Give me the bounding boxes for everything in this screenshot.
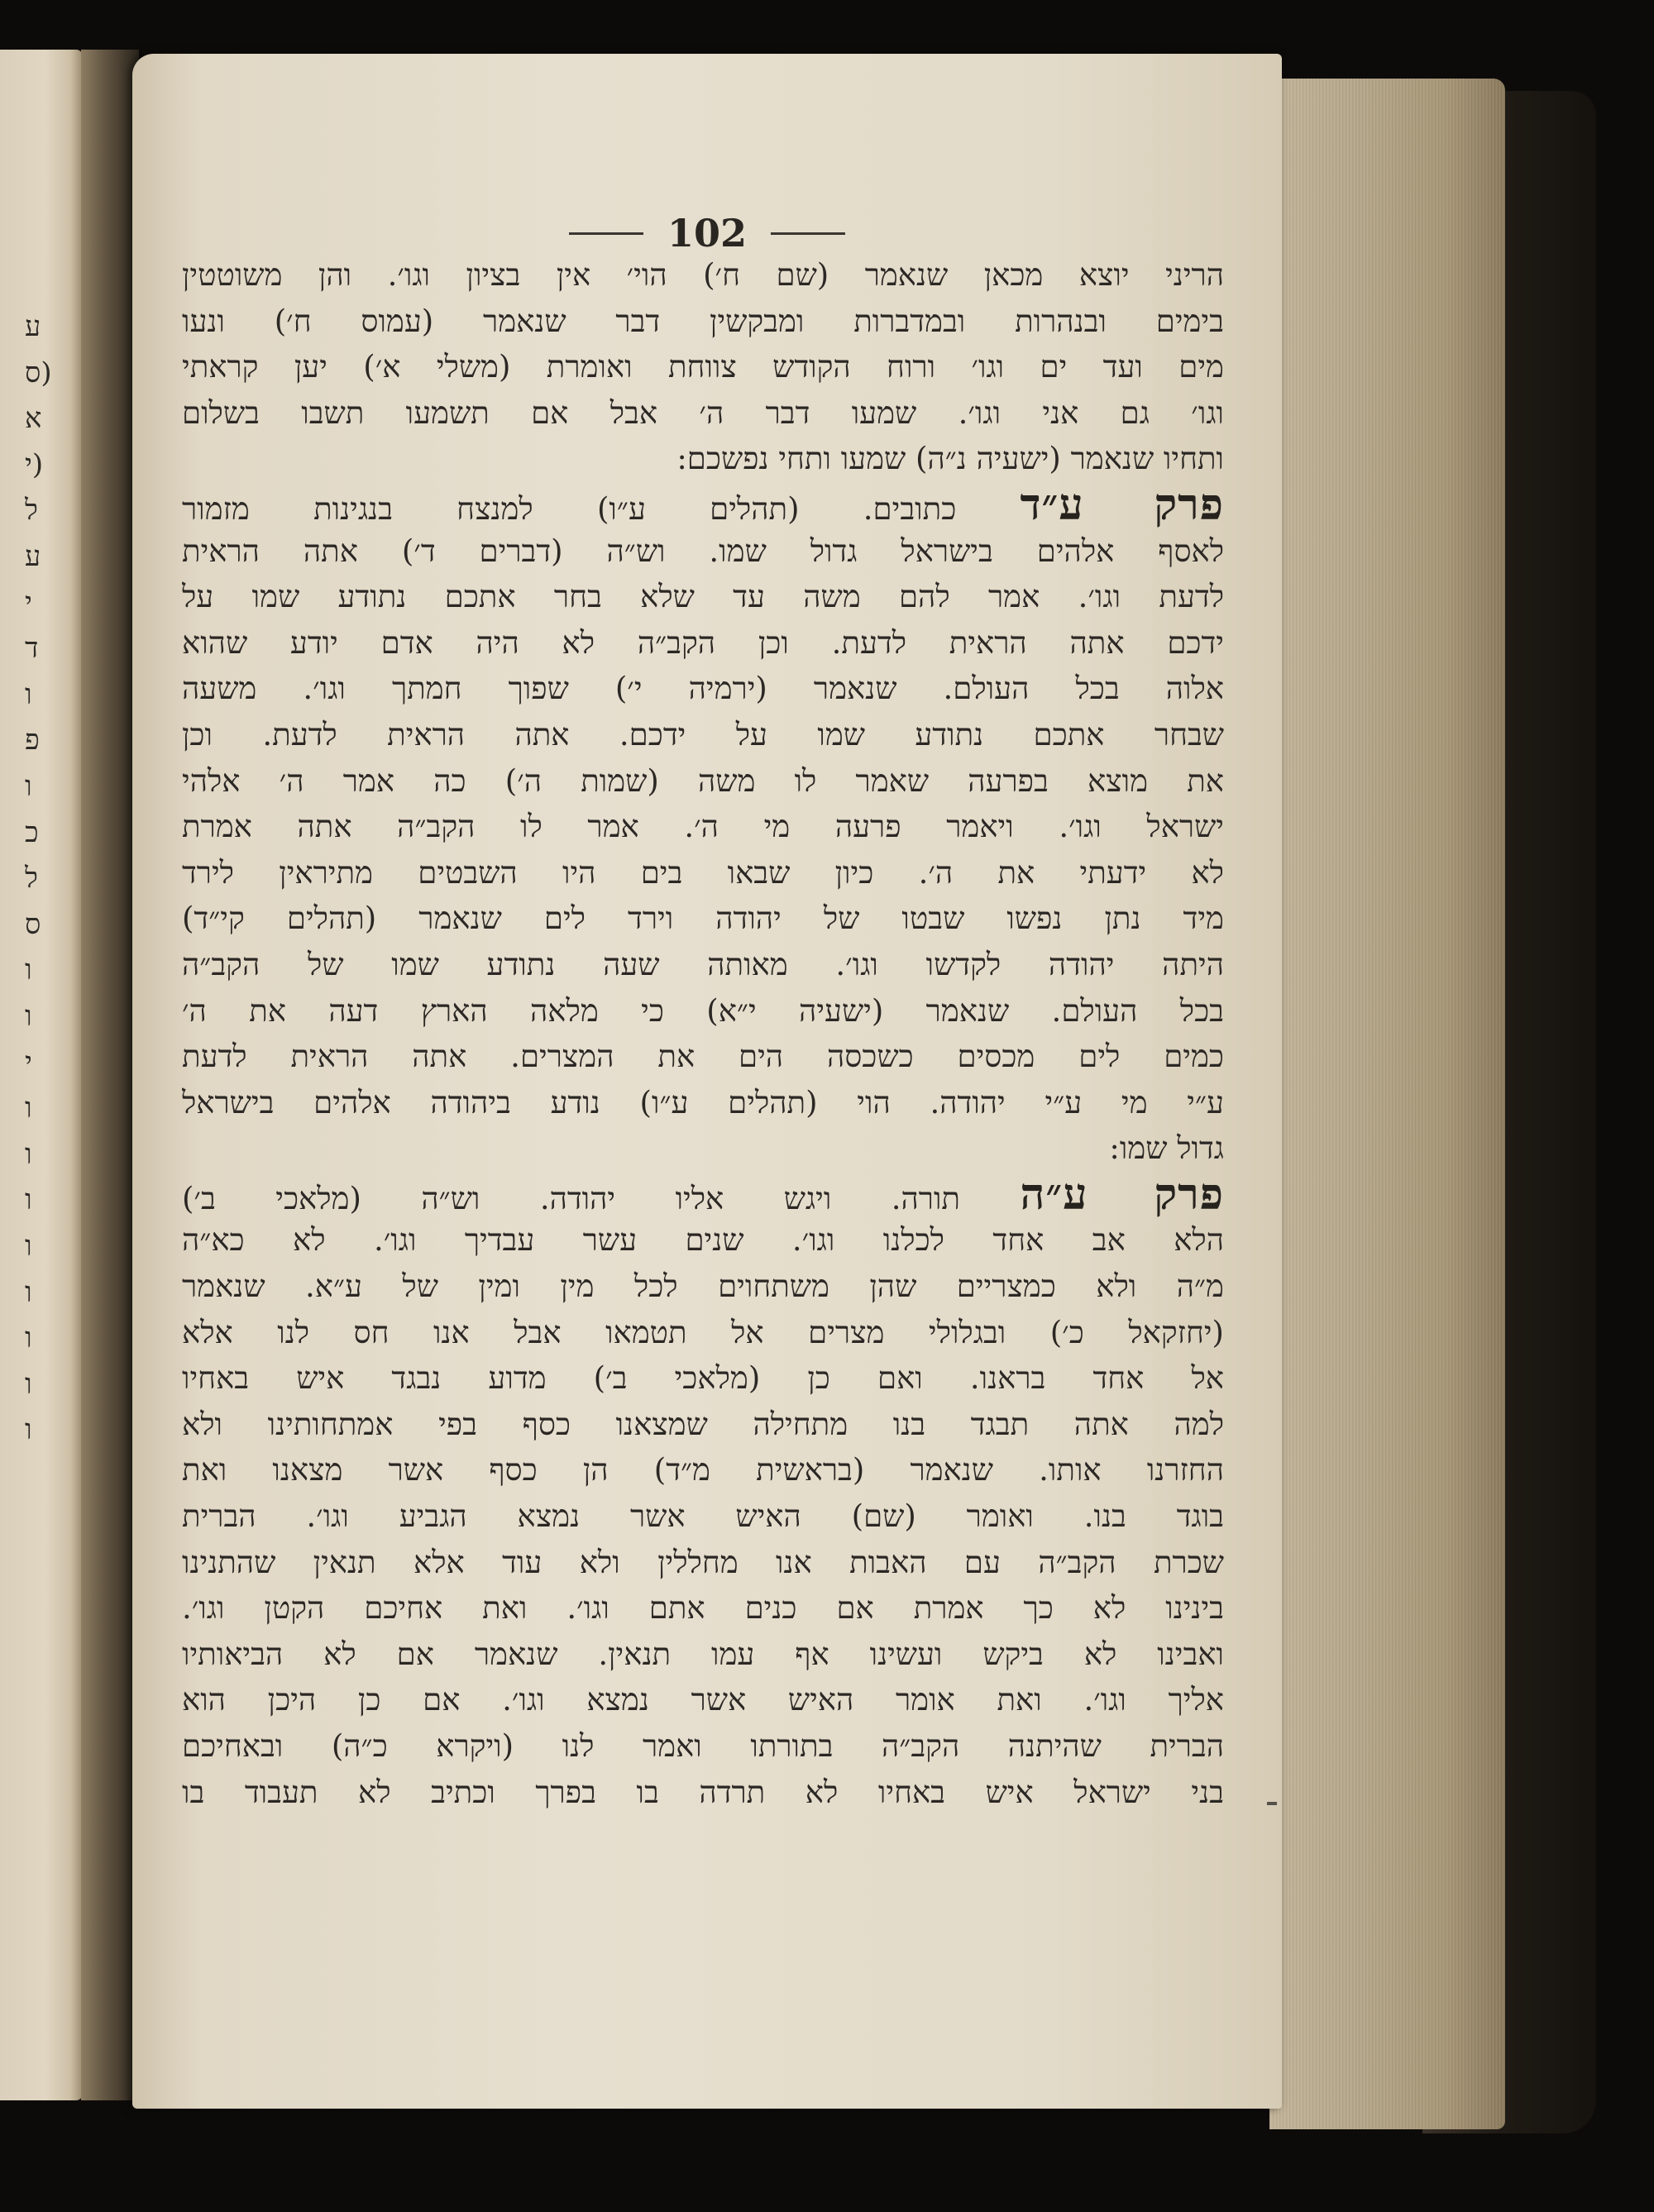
text-line xyxy=(182,804,1224,850)
text-line xyxy=(182,1080,1224,1126)
text-line xyxy=(182,1402,1224,1448)
margin-mark xyxy=(1267,1802,1277,1805)
line-text: מ״ה ולא כמצריים שהן משתחוים לכל מין ומין של ע״א. שנאמר xyxy=(182,1268,1224,1305)
line-text: בינינו לא כך אמרת אם כנים אתם וגו׳. ואת אחיכם הקטן וגו׳. xyxy=(182,1590,1224,1627)
text-line xyxy=(182,988,1224,1034)
header-rule-left xyxy=(569,232,643,235)
text-line xyxy=(182,1264,1224,1310)
line-text: לא ידעתי את ה׳. כיון שבאו בים היו השבטים מתיראין לירד xyxy=(182,854,1224,891)
left-page-glyph: א xyxy=(25,402,42,436)
text-line xyxy=(182,1355,1224,1402)
chapter-heading: פרק ע״ד xyxy=(1020,481,1224,528)
left-page-glyph: ד xyxy=(25,632,39,666)
left-page-glyph: ו xyxy=(25,1000,32,1033)
chapter-heading: פרק ע״ה xyxy=(1020,1171,1224,1218)
text-line xyxy=(182,1770,1224,1816)
line-text: ע״י מי ע״י יהודה. הוי (תהלים ע״ו) נודע ביהודה אלהים בישראל xyxy=(182,1084,1224,1120)
text-line xyxy=(182,712,1224,758)
page-header xyxy=(132,211,1282,256)
line-text: כמים לים מכסים כשכסה הים את המצרים. אתה הראית לדעת xyxy=(182,1039,1224,1075)
line-text: גדול שמו: xyxy=(1109,1130,1224,1167)
text-line xyxy=(182,1493,1224,1540)
text-line xyxy=(182,528,1224,575)
line-text: החזרנו אותו. שנאמר (בראשית מ״ד) הן כסף אשר מצאנו ואת xyxy=(182,1452,1224,1488)
line-text: בכל העולם. שנאמר (ישעיה י״א) כי מלאה הארץ דעה את ה׳ xyxy=(182,992,1224,1029)
line-text: היתה יהודה לקדשו וגו׳. מאותה שעה נתודע שמו של הקב״ה xyxy=(182,946,1224,982)
left-page-glyph: ע xyxy=(25,310,41,343)
text-line xyxy=(182,252,1224,299)
text-line xyxy=(182,850,1224,896)
line-text: שכרת הקב״ה עם האבות אנו מחללין ולא עוד אלא תנאין שהתנינו xyxy=(182,1544,1224,1580)
text-line xyxy=(182,1447,1224,1493)
line-text: הריני יוצא מכאן שנאמר (שם ח׳) הוי׳ אין בציון וגו׳. והן משוטטין xyxy=(182,257,1224,293)
line-text: הברית שהיתנה הקב״ה בתורתו ואמר לנו (ויקרא כ״ה) ובאחיכם xyxy=(182,1728,1224,1764)
line-text: אל אחד בראנו. ואם כן (מלאכי ב׳) מדוע נבגד איש באחיו xyxy=(182,1360,1224,1397)
left-page-glyph: ו xyxy=(25,677,32,711)
line-text: (יחזקאל כ׳) ובגלולי מצרים אל תטמאו אבל אנו חס לנו אלא xyxy=(182,1314,1224,1350)
left-page-glyph: (י xyxy=(25,447,44,481)
line-text: אליך וגו׳. ואת אומר האיש אשר נמצא וגו׳. אם כן היכן הוא xyxy=(182,1682,1224,1718)
text-line xyxy=(182,344,1224,390)
left-page-glyph: ו xyxy=(25,1183,32,1217)
text-line xyxy=(182,1310,1224,1356)
line-text: כתובים. (תהלים ע״ו) למנצח בנגינות מזמור xyxy=(182,490,957,527)
left-page-glyph: ס xyxy=(25,907,41,941)
text-line xyxy=(182,1632,1224,1678)
text-line xyxy=(182,1125,1224,1172)
page-edges xyxy=(1269,79,1505,2129)
line-text: מיד נתן נפשו שבטו של יהודה וירד לים שנאמר (תהלים קי״ד) xyxy=(182,901,1224,937)
header-rule-right xyxy=(771,232,845,235)
line-text: בימים ובנהרות ובמדברות ומבקשין דבר שנאמר (עמוס ח׳) ונעו xyxy=(182,303,1224,339)
line-text: לאסף אלהים בישראל גדול שמו. וש״ה (דברים ד׳) אתה הראית xyxy=(182,533,1224,569)
page-number: 102 xyxy=(667,211,748,256)
text-line xyxy=(182,1585,1224,1632)
text-line xyxy=(182,390,1224,437)
line-text: ותחיו שנאמר (ישעיה נ״ה) שמעו ותחי נפשכם: xyxy=(676,441,1224,477)
left-page-glyph: (ס xyxy=(25,356,52,389)
line-text: הלא אב אחד לכלנו וגו׳. שנים עשר עבדיך וגו׳. לא כא״ה xyxy=(182,1222,1224,1259)
chapter-line xyxy=(182,482,1224,528)
text-line xyxy=(182,1034,1224,1080)
left-page-glyph: ו xyxy=(25,1137,32,1171)
line-text: לדעת וגו׳. אמר להם משה עד שלא בחר אתכם נתודע שמו על xyxy=(182,579,1224,615)
text-line xyxy=(182,1217,1224,1264)
text-line xyxy=(182,896,1224,942)
line-text: וגו׳ גם אני וגו׳. שמעו דבר ה׳ אבל אם תשמעו תשבו בשלום xyxy=(182,394,1224,431)
left-page-glyph: ו xyxy=(25,1230,32,1263)
line-text: למה אתה תבגד בנו מתחילה שמצאנו כסף בפי אמתחותינו ולא xyxy=(182,1406,1224,1442)
left-page-glyph: ו xyxy=(25,1413,32,1447)
line-text: שבחר אתכם נתודע שמו על ידכם. אתה הראית לדעת. וכן xyxy=(182,716,1224,752)
text-line xyxy=(182,436,1224,482)
book-gutter xyxy=(81,50,139,2100)
text-line xyxy=(182,574,1224,620)
chapter-line xyxy=(182,1172,1224,1218)
line-text: אלוה בכל העולם. שנאמר (ירמיה י׳) שפוך חמתך וגו׳. משעה xyxy=(182,671,1224,707)
text-block xyxy=(182,252,1224,1815)
text-line xyxy=(182,299,1224,345)
left-page-glyph: ל xyxy=(25,862,38,896)
left-page-glyph: ו xyxy=(25,1321,32,1355)
line-text: בני ישראל איש באחיו לא תרדה בו בפרך וכתיב לא תעבוד בו xyxy=(182,1774,1224,1810)
line-text: ידכם אתה הראית לדעת. וכן הקב״ה לא היה אדם יודע שהוא xyxy=(182,624,1224,661)
left-page-glyph: ו xyxy=(25,1092,32,1125)
left-page-glyph: כ xyxy=(25,815,39,849)
text-line xyxy=(182,942,1224,988)
left-page-glyph: ו xyxy=(25,770,32,803)
text-line xyxy=(182,1677,1224,1723)
line-text: מים ועד ים וגו׳ ורוח הקודש צווחת ואומרת (משלי א׳) יען קראתי xyxy=(182,349,1224,385)
main-page xyxy=(132,54,1282,2109)
line-text: בוגד בנו. ואומר (שם) האיש אשר נמצא הגביע וגו׳. הברית xyxy=(182,1498,1224,1535)
left-page-glyph: ע xyxy=(25,540,41,573)
left-page-glyph: ו xyxy=(25,1275,32,1309)
text-line xyxy=(182,1723,1224,1770)
left-page-glyph: פ xyxy=(25,724,40,757)
left-page-glyph: ל xyxy=(25,494,38,528)
left-page-glyph: י xyxy=(25,585,32,619)
text-line xyxy=(182,620,1224,666)
text-line xyxy=(182,666,1224,712)
text-line xyxy=(182,758,1224,805)
line-text: את מוצא בפרעה שאמר לו משה (שמות ה׳) כה אמר ה׳ אלהי xyxy=(182,762,1224,799)
left-page-glyph: ו xyxy=(25,953,32,987)
line-text: ואבינו לא ביקש ועשינו אף עמו תנאין. שנאמר אם לא הביאותיו xyxy=(182,1636,1224,1672)
line-text: תורה. ויגש אליו יהודה. וש״ה (מלאכי ב׳) xyxy=(182,1180,960,1216)
left-page-glyph: י xyxy=(25,1045,32,1079)
text-line xyxy=(182,1540,1224,1586)
left-page-glyph: ו xyxy=(25,1367,32,1401)
line-text: ישראל וגו׳. ויאמר פרעה מי ה׳. אמר לו הקב״ה אתה אמרת xyxy=(182,809,1224,845)
